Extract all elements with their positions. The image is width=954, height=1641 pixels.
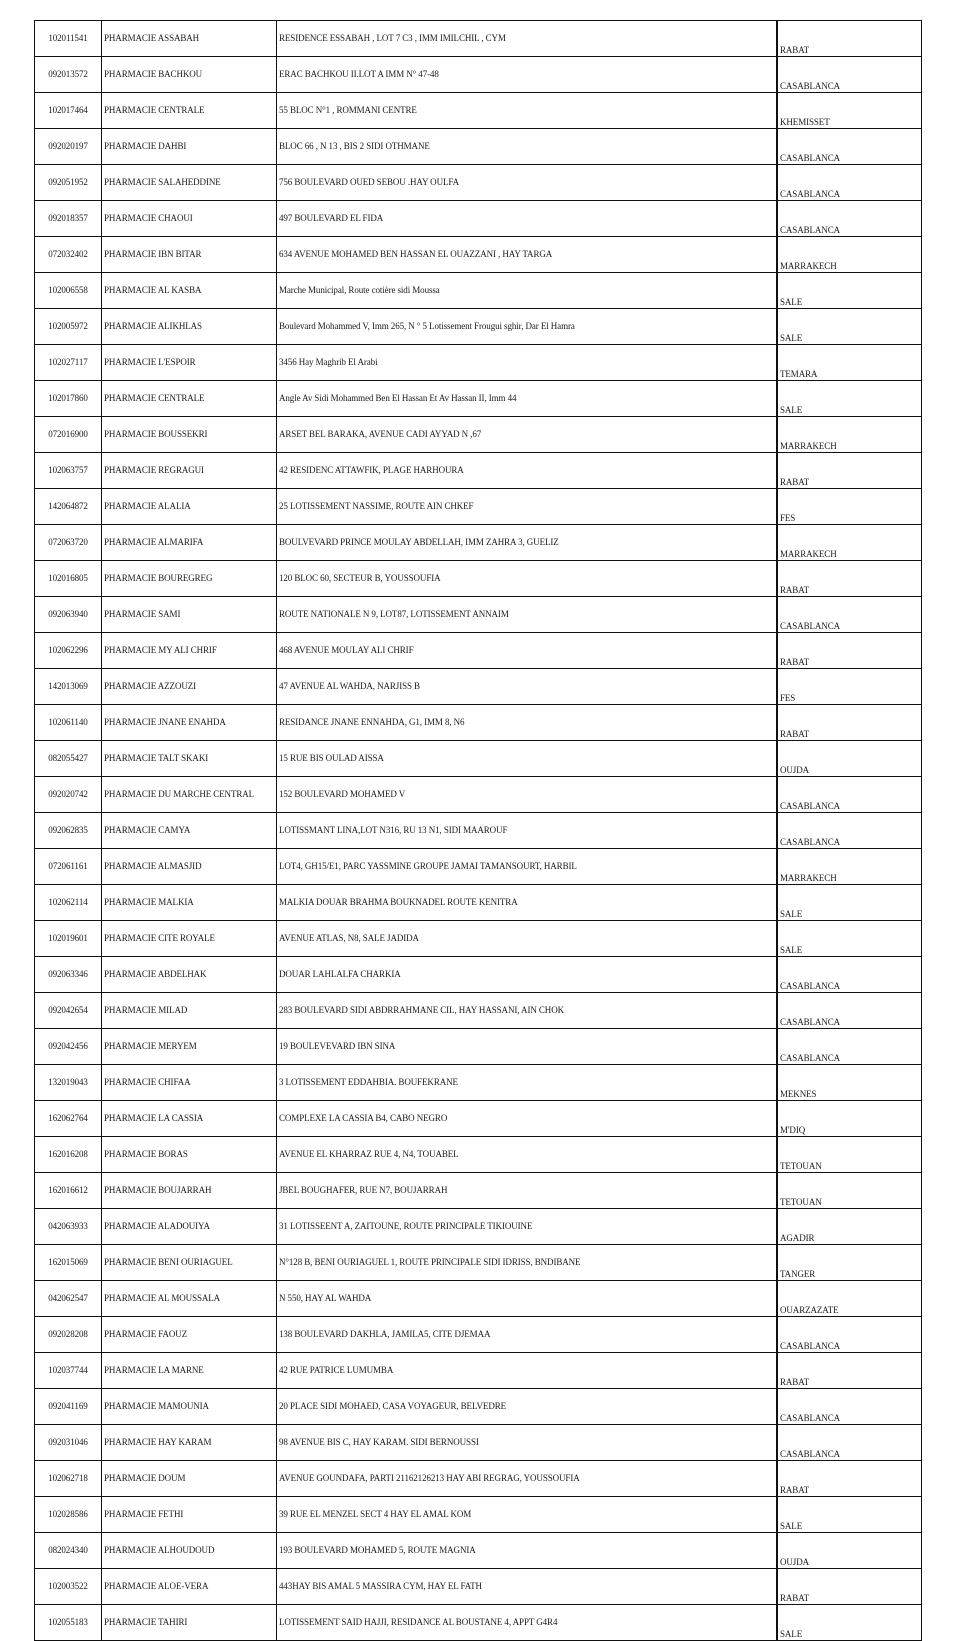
pharmacy-code-cell: 092028208 [35, 1317, 102, 1353]
pharmacy-city-cell: M'DIQ [777, 1101, 922, 1137]
pharmacy-code-cell: 092051952 [35, 165, 102, 201]
table-row [35, 1209, 922, 1245]
table-row [35, 1497, 922, 1533]
table-row [35, 849, 922, 885]
pharmacy-city-cell: OUJDA [777, 741, 922, 777]
pharmacy-name-cell: PHARMACIE BOUREGREG [102, 561, 277, 597]
pharmacy-name-cell: PHARMACIE ALALIA [102, 489, 277, 525]
table-row [35, 669, 922, 705]
pharmacy-address-cell: 98 AVENUE BIS C, HAY KARAM. SIDI BERNOUSSI [277, 1425, 778, 1461]
pharmacy-name-cell: PHARMACIE ABDELHAK [102, 957, 277, 993]
table-row [35, 129, 922, 165]
pharmacy-address-cell: AVENUE GOUNDAFA, PARTI 21162126213 HAY ABI REGRAG, YOUSSOUFIA [277, 1461, 778, 1497]
pharmacy-code-cell: 082055427 [35, 741, 102, 777]
pharmacy-city-cell: MARRAKECH [777, 417, 922, 453]
pharmacy-code-cell: 102011541 [35, 21, 102, 57]
pharmacy-name-cell: PHARMACIE DAHBI [102, 129, 277, 165]
pharmacy-city-cell: SALE [777, 1497, 922, 1533]
pharmacy-address-cell: 25 LOTISSEMENT NASSIME, ROUTE AIN CHKEF [277, 489, 778, 525]
pharmacy-name-cell: PHARMACIE REGRAGUI [102, 453, 277, 489]
pharmacy-code-cell: 092013572 [35, 57, 102, 93]
pharmacy-city-cell: CASABLANCA [777, 597, 922, 633]
pharmacy-name-cell: PHARMACIE BACHKOU [102, 57, 277, 93]
pharmacy-name-cell: PHARMACIE DU MARCHE CENTRAL [102, 777, 277, 813]
pharmacy-table-body [35, 21, 922, 1641]
pharmacy-code-cell: 102061140 [35, 705, 102, 741]
pharmacy-list-page [34, 20, 922, 1641]
pharmacy-code-cell: 092020742 [35, 777, 102, 813]
table-row [35, 1245, 922, 1281]
pharmacy-city-cell: SALE [777, 381, 922, 417]
pharmacy-address-cell: 20 PLACE SIDI MOHAED, CASA VOYAGEUR, BELVEDRE [277, 1389, 778, 1425]
pharmacy-name-cell: PHARMACIE IBN BITAR [102, 237, 277, 273]
table-row [35, 777, 922, 813]
pharmacy-city-cell: CASABLANCA [777, 1425, 922, 1461]
table-row [35, 1281, 922, 1317]
pharmacy-address-cell: MALKIA DOUAR BRAHMA BOUKNADEL ROUTE KENITRA [277, 885, 778, 921]
pharmacy-name-cell: PHARMACIE CENTRALE [102, 381, 277, 417]
pharmacy-code-cell: 072061161 [35, 849, 102, 885]
pharmacy-address-cell: 42 RUE PATRICE LUMUMBA [277, 1353, 778, 1389]
pharmacy-name-cell: PHARMACIE AL MOUSSALA [102, 1281, 277, 1317]
table-row [35, 813, 922, 849]
pharmacy-code-cell: 102016805 [35, 561, 102, 597]
pharmacy-address-cell: 3456 Hay Maghrib El Arabi [277, 345, 778, 381]
table-row [35, 1029, 922, 1065]
pharmacy-name-cell: PHARMACIE ASSABAH [102, 21, 277, 57]
pharmacy-city-cell: SALE [777, 921, 922, 957]
pharmacy-code-cell: 162015069 [35, 1245, 102, 1281]
pharmacy-code-cell: 102019601 [35, 921, 102, 957]
table-row [35, 1569, 922, 1605]
table-row [35, 453, 922, 489]
pharmacy-address-cell: 756 BOULEVARD OUED SEBOU .HAY OULFA [277, 165, 778, 201]
pharmacy-name-cell: PHARMACIE BORAS [102, 1137, 277, 1173]
pharmacy-city-cell: MARRAKECH [777, 525, 922, 561]
pharmacy-name-cell: PHARMACIE TALT SKAKI [102, 741, 277, 777]
pharmacy-city-cell: AGADIR [777, 1209, 922, 1245]
table-row [35, 1137, 922, 1173]
pharmacy-name-cell: PHARMACIE SALAHEDDINE [102, 165, 277, 201]
pharmacy-address-cell: DOUAR LAHLALFA CHARKIA [277, 957, 778, 993]
pharmacy-code-cell: 162062764 [35, 1101, 102, 1137]
pharmacy-address-cell: N 550, HAY AL WAHDA [277, 1281, 778, 1317]
pharmacy-city-cell: FES [777, 489, 922, 525]
pharmacy-name-cell: PHARMACIE FAOUZ [102, 1317, 277, 1353]
table-row [35, 93, 922, 129]
pharmacy-name-cell: PHARMACIE CAMYA [102, 813, 277, 849]
pharmacy-code-cell: 072016900 [35, 417, 102, 453]
pharmacy-code-cell: 102003522 [35, 1569, 102, 1605]
pharmacy-code-cell: 102006558 [35, 273, 102, 309]
pharmacy-table [34, 20, 922, 1641]
pharmacy-city-cell: SALE [777, 273, 922, 309]
pharmacy-address-cell: COMPLEXE LA CASSIA B4, CABO NEGRO [277, 1101, 778, 1137]
table-row [35, 741, 922, 777]
pharmacy-code-cell: 092042456 [35, 1029, 102, 1065]
table-row [35, 21, 922, 57]
pharmacy-city-cell: TEMARA [777, 345, 922, 381]
pharmacy-code-cell: 132019043 [35, 1065, 102, 1101]
pharmacy-address-cell: 152 BOULEVARD MOHAMED V [277, 777, 778, 813]
table-row [35, 993, 922, 1029]
pharmacy-address-cell: LOTISSMANT LINA,LOT N316, RU 13 N1, SIDI MAAROUF [277, 813, 778, 849]
pharmacy-city-cell: CASABLANCA [777, 777, 922, 813]
pharmacy-address-cell: AVENUE EL KHARRAZ RUE 4, N4, TOUABEL [277, 1137, 778, 1173]
pharmacy-code-cell: 092042654 [35, 993, 102, 1029]
pharmacy-code-cell: 072032402 [35, 237, 102, 273]
pharmacy-code-cell: 102062296 [35, 633, 102, 669]
pharmacy-code-cell: 102005972 [35, 309, 102, 345]
pharmacy-address-cell: ERAC BACHKOU II.LOT A IMM N° 47-48 [277, 57, 778, 93]
pharmacy-name-cell: PHARMACIE BOUJARRAH [102, 1173, 277, 1209]
pharmacy-address-cell: RESIDENCE ESSABAH , LOT 7 C3 , IMM IMILCHIL , CYM [277, 21, 778, 57]
table-row [35, 381, 922, 417]
pharmacy-address-cell: 120 BLOC 60, SECTEUR B, YOUSSOUFIA [277, 561, 778, 597]
pharmacy-city-cell: RABAT [777, 1569, 922, 1605]
pharmacy-code-cell: 092063940 [35, 597, 102, 633]
pharmacy-city-cell: RABAT [777, 561, 922, 597]
pharmacy-address-cell: 138 BOULEVARD DAKHLA, JAMILA5, CITE DJEMAA [277, 1317, 778, 1353]
pharmacy-code-cell: 042063933 [35, 1209, 102, 1245]
pharmacy-city-cell: RABAT [777, 1353, 922, 1389]
pharmacy-city-cell: SALE [777, 309, 922, 345]
pharmacy-city-cell: CASABLANCA [777, 165, 922, 201]
pharmacy-name-cell: PHARMACIE ALADOUIYA [102, 1209, 277, 1245]
pharmacy-code-cell: 102063757 [35, 453, 102, 489]
pharmacy-address-cell: 31 LOTISSEENT A, ZAITOUNE, ROUTE PRINCIPALE TIKIOUINE [277, 1209, 778, 1245]
pharmacy-name-cell: PHARMACIE MILAD [102, 993, 277, 1029]
pharmacy-code-cell: 042062547 [35, 1281, 102, 1317]
pharmacy-address-cell: 42 RESIDENC ATTAWFIK, PLAGE HARHOURA [277, 453, 778, 489]
pharmacy-address-cell: ARSET BEL BARAKA, AVENUE CADI AYYAD N ,67 [277, 417, 778, 453]
pharmacy-code-cell: 092018357 [35, 201, 102, 237]
pharmacy-city-cell: SALE [777, 1605, 922, 1641]
pharmacy-address-cell: 443HAY BIS AMAL 5 MASSIRA CYM, HAY EL FATH [277, 1569, 778, 1605]
table-row [35, 1605, 922, 1641]
pharmacy-city-cell: RABAT [777, 1461, 922, 1497]
pharmacy-name-cell: PHARMACIE MAMOUNIA [102, 1389, 277, 1425]
pharmacy-name-cell: PHARMACIE CENTRALE [102, 93, 277, 129]
pharmacy-address-cell: 3 LOTISSEMENT EDDAHBIA. BOUFEKRANE [277, 1065, 778, 1101]
pharmacy-city-cell: CASABLANCA [777, 129, 922, 165]
table-row [35, 237, 922, 273]
table-row [35, 345, 922, 381]
table-row [35, 417, 922, 453]
pharmacy-code-cell: 102017464 [35, 93, 102, 129]
pharmacy-code-cell: 092041169 [35, 1389, 102, 1425]
pharmacy-address-cell: LOT4, GH15/E1, PARC YASSMINE GROUPE JAMAI TAMANSOURT, HARBIL [277, 849, 778, 885]
pharmacy-city-cell: RABAT [777, 705, 922, 741]
pharmacy-name-cell: PHARMACIE ALOE-VERA [102, 1569, 277, 1605]
pharmacy-address-cell: JBEL BOUGHAFER, RUE N7, BOUJARRAH [277, 1173, 778, 1209]
table-row [35, 489, 922, 525]
pharmacy-code-cell: 162016208 [35, 1137, 102, 1173]
pharmacy-city-cell: CASABLANCA [777, 57, 922, 93]
pharmacy-name-cell: PHARMACIE DOUM [102, 1461, 277, 1497]
pharmacy-city-cell: RABAT [777, 633, 922, 669]
pharmacy-address-cell: 19 BOULEVEVARD IBN SINA [277, 1029, 778, 1065]
table-row [35, 885, 922, 921]
pharmacy-code-cell: 142013069 [35, 669, 102, 705]
pharmacy-address-cell: 15 RUE BIS OULAD AISSA [277, 741, 778, 777]
pharmacy-city-cell: MEKNES [777, 1065, 922, 1101]
pharmacy-name-cell: PHARMACIE CHIFAA [102, 1065, 277, 1101]
pharmacy-name-cell: PHARMACIE ALMASJID [102, 849, 277, 885]
table-row [35, 561, 922, 597]
pharmacy-address-cell: RESIDANCE JNANE ENNAHDA, G1, IMM 8, N6 [277, 705, 778, 741]
pharmacy-name-cell: PHARMACIE LA MARNE [102, 1353, 277, 1389]
pharmacy-code-cell: 102017860 [35, 381, 102, 417]
pharmacy-code-cell: 092063346 [35, 957, 102, 993]
table-row [35, 57, 922, 93]
table-row [35, 201, 922, 237]
pharmacy-address-cell: ROUTE NATIONALE N 9, LOT87, LOTISSEMENT ANNAIM [277, 597, 778, 633]
pharmacy-code-cell: 102055183 [35, 1605, 102, 1641]
pharmacy-name-cell: PHARMACIE LA CASSIA [102, 1101, 277, 1137]
table-row [35, 921, 922, 957]
pharmacy-city-cell: TETOUAN [777, 1173, 922, 1209]
table-row [35, 309, 922, 345]
table-row [35, 1101, 922, 1137]
pharmacy-name-cell: PHARMACIE AL KASBA [102, 273, 277, 309]
table-row [35, 1173, 922, 1209]
pharmacy-address-cell: LOTISSEMENT SAID HAJJI, RESIDANCE AL BOUSTANE 4, APPT G4R4 [277, 1605, 778, 1641]
pharmacy-name-cell: PHARMACIE ALHOUDOUD [102, 1533, 277, 1569]
table-row [35, 1353, 922, 1389]
table-row [35, 525, 922, 561]
pharmacy-code-cell: 082024340 [35, 1533, 102, 1569]
pharmacy-name-cell: PHARMACIE BOUSSEKRI [102, 417, 277, 453]
pharmacy-code-cell: 092020197 [35, 129, 102, 165]
pharmacy-address-cell: Angle Av Sidi Mohammed Ben El Hassan Et Av Hassan II, Imm 44 [277, 381, 778, 417]
pharmacy-name-cell: PHARMACIE ALIKHLAS [102, 309, 277, 345]
table-row [35, 1533, 922, 1569]
pharmacy-city-cell: KHEMISSET [777, 93, 922, 129]
pharmacy-code-cell: 102028586 [35, 1497, 102, 1533]
pharmacy-name-cell: PHARMACIE BENI OURIAGUEL [102, 1245, 277, 1281]
pharmacy-address-cell: Marche Municipal, Route cotière sidi Moussa [277, 273, 778, 309]
pharmacy-code-cell: 102027117 [35, 345, 102, 381]
pharmacy-name-cell: PHARMACIE ALMARIFA [102, 525, 277, 561]
pharmacy-city-cell: FES [777, 669, 922, 705]
table-row [35, 1317, 922, 1353]
pharmacy-name-cell: PHARMACIE CITE ROYALE [102, 921, 277, 957]
pharmacy-name-cell: PHARMACIE JNANE ENAHDA [102, 705, 277, 741]
pharmacy-name-cell: PHARMACIE SAMI [102, 597, 277, 633]
pharmacy-city-cell: CASABLANCA [777, 993, 922, 1029]
pharmacy-address-cell: N°128 B, BENI OURIAGUEL 1, ROUTE PRINCIPALE SIDI IDRISS, BNDIBANE [277, 1245, 778, 1281]
pharmacy-name-cell: PHARMACIE FETHI [102, 1497, 277, 1533]
pharmacy-city-cell: SALE [777, 885, 922, 921]
pharmacy-city-cell: RABAT [777, 453, 922, 489]
pharmacy-city-cell: TANGER [777, 1245, 922, 1281]
pharmacy-address-cell: Boulevard Mohammed V, Imm 265, N ° 5 Lotissement Frougui sghir, Dar El Hamra [277, 309, 778, 345]
pharmacy-address-cell: 283 BOULEVARD SIDI ABDRRAHMANE CIL, HAY HASSANI, AIN CHOK [277, 993, 778, 1029]
pharmacy-city-cell: CASABLANCA [777, 813, 922, 849]
pharmacy-address-cell: 39 RUE EL MENZEL SECT 4 HAY EL AMAL KOM [277, 1497, 778, 1533]
pharmacy-city-cell: CASABLANCA [777, 1317, 922, 1353]
pharmacy-city-cell: MARRAKECH [777, 849, 922, 885]
pharmacy-city-cell: RABAT [777, 21, 922, 57]
pharmacy-name-cell: PHARMACIE MALKIA [102, 885, 277, 921]
pharmacy-name-cell: PHARMACIE L'ESPOIR [102, 345, 277, 381]
table-row [35, 1461, 922, 1497]
pharmacy-name-cell: PHARMACIE TAHIRI [102, 1605, 277, 1641]
pharmacy-address-cell: 497 BOULEVARD EL FIDA [277, 201, 778, 237]
pharmacy-name-cell: PHARMACIE MY ALI CHRIF [102, 633, 277, 669]
pharmacy-address-cell: BOULVEVARD PRINCE MOULAY ABDELLAH, IMM ZAHRA 3, GUELIZ [277, 525, 778, 561]
pharmacy-address-cell: 47 AVENUE AL WAHDA, NARJISS B [277, 669, 778, 705]
pharmacy-city-cell: TETOUAN [777, 1137, 922, 1173]
pharmacy-address-cell: 193 BOULEVARD MOHAMED 5, ROUTE MAGNIA [277, 1533, 778, 1569]
pharmacy-name-cell: PHARMACIE CHAOUI [102, 201, 277, 237]
pharmacy-address-cell: 634 AVENUE MOHAMED BEN HASSAN EL OUAZZANI , HAY TARGA [277, 237, 778, 273]
table-row [35, 1425, 922, 1461]
pharmacy-city-cell: OUARZAZATE [777, 1281, 922, 1317]
pharmacy-code-cell: 072063720 [35, 525, 102, 561]
pharmacy-code-cell: 102062114 [35, 885, 102, 921]
pharmacy-address-cell: AVENUE ATLAS, N8, SALE JADIDA [277, 921, 778, 957]
pharmacy-address-cell: 468 AVENUE MOULAY ALI CHRIF [277, 633, 778, 669]
pharmacy-name-cell: PHARMACIE AZZOUZI [102, 669, 277, 705]
table-row [35, 1065, 922, 1101]
pharmacy-code-cell: 102062718 [35, 1461, 102, 1497]
pharmacy-city-cell: CASABLANCA [777, 1389, 922, 1425]
pharmacy-city-cell: CASABLANCA [777, 957, 922, 993]
table-row [35, 597, 922, 633]
pharmacy-code-cell: 162016612 [35, 1173, 102, 1209]
table-row [35, 633, 922, 669]
table-row [35, 957, 922, 993]
table-row [35, 273, 922, 309]
table-row [35, 165, 922, 201]
pharmacy-name-cell: PHARMACIE HAY KARAM [102, 1425, 277, 1461]
pharmacy-city-cell: OUJDA [777, 1533, 922, 1569]
pharmacy-address-cell: 55 BLOC N°1 , ROMMANI CENTRE [277, 93, 778, 129]
table-row [35, 1389, 922, 1425]
pharmacy-address-cell: BLOC 66 , N 13 , BIS 2 SIDI OTHMANE [277, 129, 778, 165]
pharmacy-city-cell: MARRAKECH [777, 237, 922, 273]
pharmacy-code-cell: 102037744 [35, 1353, 102, 1389]
pharmacy-code-cell: 142064872 [35, 489, 102, 525]
pharmacy-code-cell: 092062835 [35, 813, 102, 849]
table-row [35, 705, 922, 741]
pharmacy-code-cell: 092031046 [35, 1425, 102, 1461]
pharmacy-city-cell: CASABLANCA [777, 1029, 922, 1065]
pharmacy-name-cell: PHARMACIE MERYEM [102, 1029, 277, 1065]
pharmacy-city-cell: CASABLANCA [777, 201, 922, 237]
